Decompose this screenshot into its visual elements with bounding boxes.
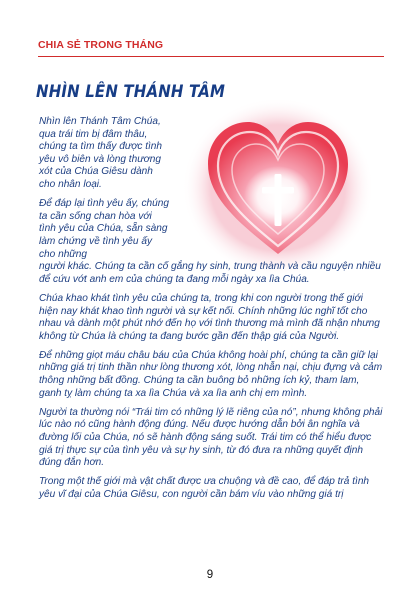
- article-body: [39, 116, 384, 508]
- paragraph-4: Để những giọt máu châu báu của Chúa không hoài phí, chúng ta cần giữ lại những giá trị tinh thần như lòng thương xót, lòng nhẫn nại, chịu đựng và cảm thông những bất đồng. Chúng ta cần buông bỏ những ích kỷ, tham lam, ganh tỵ làm chúng ta xa lìa Chúa và xa lìa anh chị em mình.: [39, 349, 383, 399]
- page-number: 9: [206, 569, 214, 581]
- paragraph-1: Nhìn lên Thánh Tâm Chúa, qua trái tim bị đâm thâu, chúng ta tìm thấy được tình yêu vô biên và lòng thương xót của Chúa Giêsu dành cho nhân loại.: [39, 116, 163, 190]
- paragraph-6: Trong một thế giới mà vật chất được ưa chuộng và đề cao, để đáp trả tình yêu vĩ đại của Chúa Giêsu, con người cần bám víu vào những giá trị: [39, 476, 370, 500]
- paragraph-5: Người ta thường nói “Trái tim có những lý lẽ riêng của nó”, nhưng không phải lúc nào nó cũng hành động đúng. Nếu được hướng dẫn bởi ân nghĩa và đường lối của Chúa, nó sẽ hành động sáng suốt. Trái tim có thể hiểu được giá trị thực sự của tình yêu và sự hy sinh, từ đó đưa ra những quyết định đúng đắn hơn.: [39, 406, 383, 469]
- header-divider: [38, 56, 384, 57]
- paragraph-2-continued: người khác. Chúng ta cần cố gắng hy sinh, trung thành và cầu nguyện nhiều để cứu vớt anh em của chúng ta đang mỗi ngày xa lìa Chúa.: [39, 261, 381, 285]
- paragraph-3: Chúa khao khát tình yêu của chúng ta, trong khi con người trong thế giới hiện nay khát khao tình người và sự kết nối. Chính những lúc nghĩ tốt cho nhau và dành một phút nhớ đến họ với tình thương mà mình đã nhận nhưng không từ Chúa là chúng ta đang bước gần đến thập giá của Người.: [39, 292, 380, 342]
- paragraph-2-wrapped: Để đáp lại tình yêu ấy, chúng ta cần sống chan hòa với tình yêu của Chúa, sẵn sàng làm chứng về tình yêu ấy cho những: [39, 198, 169, 260]
- article-title: NHÌN LÊN THÁNH TÂM: [36, 82, 226, 102]
- section-label: CHIA SẺ TRONG THÁNG: [38, 39, 164, 51]
